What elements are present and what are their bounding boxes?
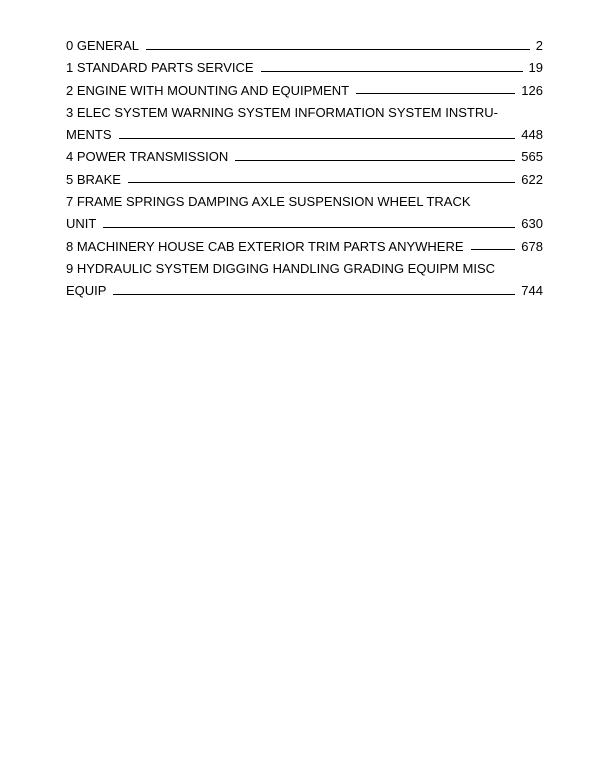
toc-leader-line [261,71,523,72]
toc-leader-line [103,227,515,228]
toc-entry-title: 2 ENGINE WITH MOUNTING AND EQUIPMENT [66,82,350,98]
toc-entry-brake[interactable] [66,169,543,191]
toc-entry-page: 630 [521,216,543,232]
toc-entry-frame-springs[interactable] [66,191,543,213]
toc-entry-title-continuation: UNIT [66,216,97,232]
toc-entry-page: 19 [528,60,543,76]
toc-entry-elec-system-continued[interactable] [66,124,543,146]
toc-entry-machinery-house[interactable] [66,236,543,258]
toc-entry-page: 2 [535,38,543,53]
toc-entry-standard-parts-service[interactable] [66,57,543,79]
toc-entry-general[interactable] [66,35,543,57]
toc-entry-hydraulic-system-continued[interactable] [66,280,543,302]
toc-entry-title: 7 FRAME SPRINGS DAMPING AXLE SUSPENSION WHEEL TRACK [66,194,471,210]
toc-entry-elec-system[interactable] [66,102,543,124]
toc-leader-line [146,49,530,50]
toc-entry-page: 678 [521,238,543,254]
toc-entry-title-continuation: EQUIP [66,283,107,299]
toc-entry-title: 3 ELEC SYSTEM WARNING SYSTEM INFORMATION SYSTEM INSTRU- [66,104,498,120]
toc-entry-page: 565 [521,149,543,165]
toc-leader-line [471,249,516,250]
toc-leader-line [119,138,516,139]
toc-entry-page: 126 [521,82,543,98]
toc-entry-title: 0 GENERAL [66,38,139,53]
toc-entry-title: 9 HYDRAULIC SYSTEM DIGGING HANDLING GRADING EQUIPM MISC [66,260,496,276]
toc-leader-line [128,182,515,183]
toc-entry-hydraulic-system[interactable] [66,258,543,280]
toc-entry-title: 5 BRAKE [66,171,121,187]
toc-entry-frame-springs-continued[interactable] [66,213,543,235]
toc-entry-page: 744 [521,283,543,299]
toc-entry-power-transmission[interactable] [66,146,543,168]
toc-leader-line [356,93,515,94]
toc-entry-title: 8 MACHINERY HOUSE CAB EXTERIOR TRIM PARTS ANYWHERE [66,238,464,254]
table-of-contents [66,35,543,303]
toc-entry-title: 1 STANDARD PARTS SERVICE [66,60,254,76]
toc-entry-page: 448 [521,127,543,143]
toc-entry-title-continuation: MENTS [66,127,112,143]
toc-leader-line [113,294,515,295]
toc-entry-engine[interactable] [66,80,543,102]
toc-entry-title: 4 POWER TRANSMISSION [66,149,229,165]
toc-entry-page: 622 [521,171,543,187]
toc-leader-line [235,160,515,161]
